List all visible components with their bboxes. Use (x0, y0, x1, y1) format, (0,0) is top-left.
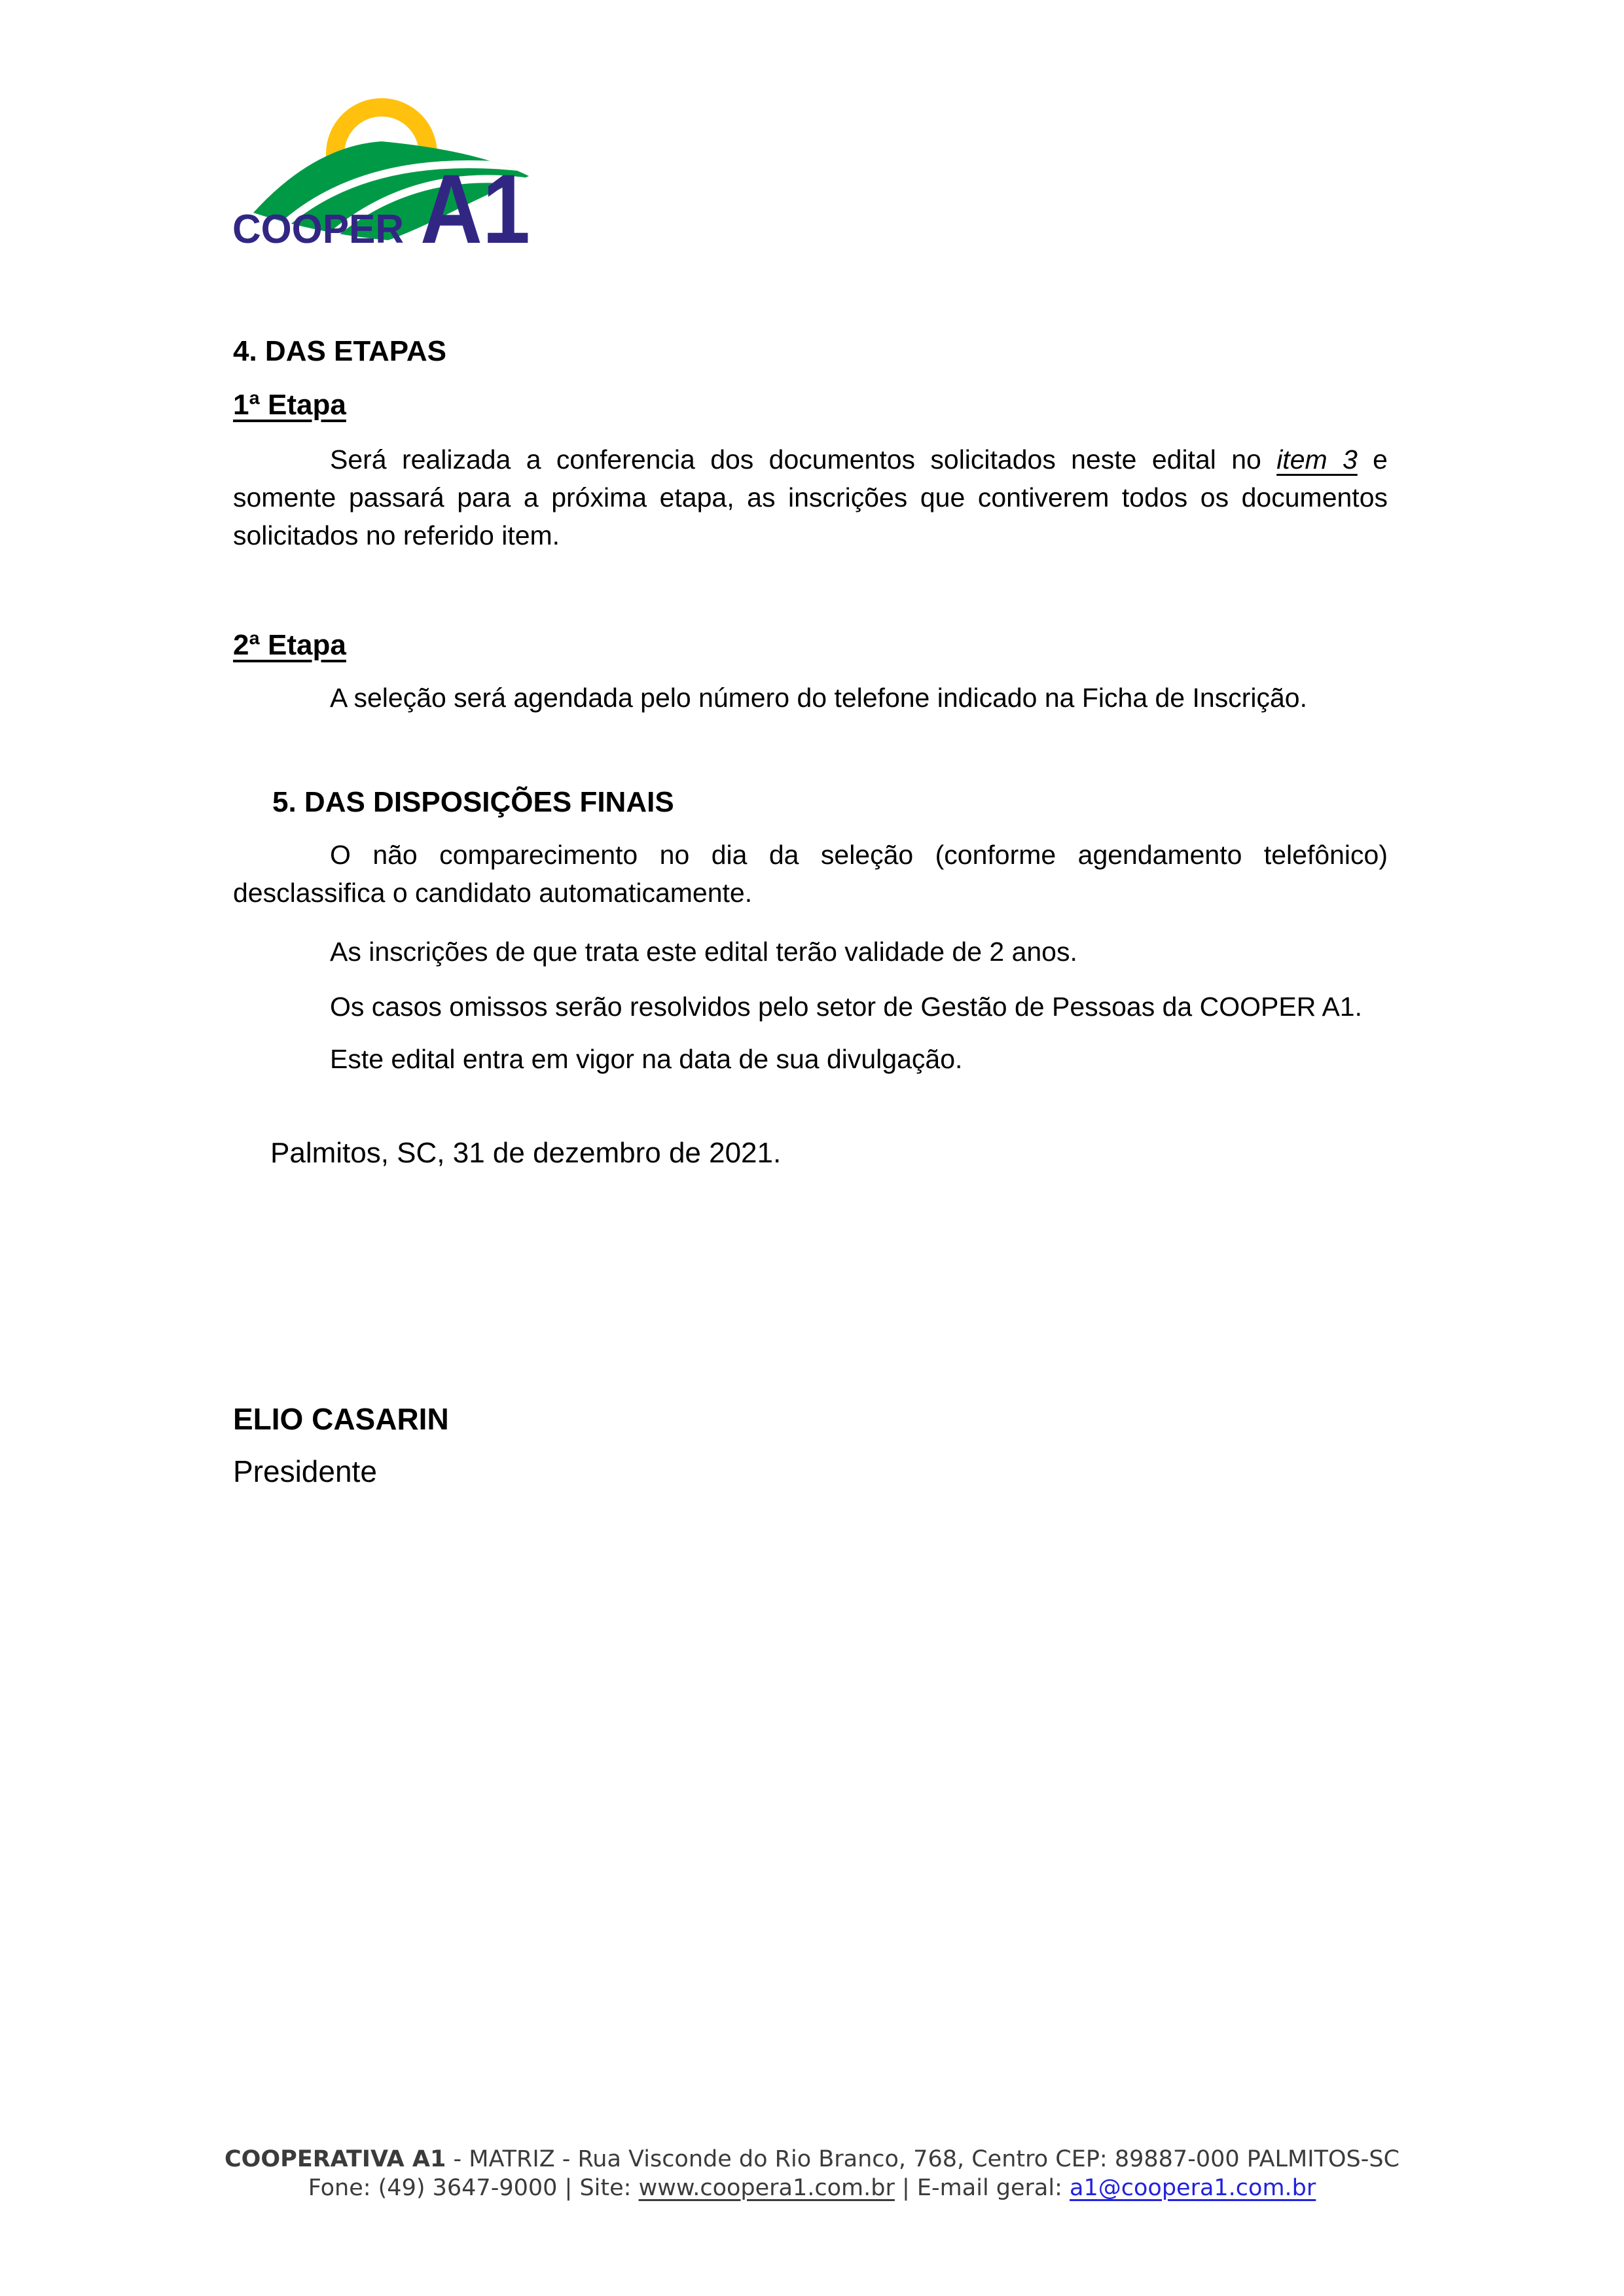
logo-cooper-text: COOPER (232, 207, 404, 252)
paragraph-finais-2: As inscrições de que trata este edital terão validade de 2 anos. (330, 937, 1077, 967)
logo-a1-text: A1 (420, 154, 530, 254)
cooper-a1-logo (216, 90, 543, 254)
page-footer (0, 2145, 1624, 2202)
footer-address-text: - MATRIZ - Rua Visconde do Rio Branco, 768, Centro CEP: 89887-000 PALMITOS-SC (446, 2146, 1400, 2172)
subheading-etapa-2 (233, 631, 346, 660)
signature-role: Presidente (233, 1454, 377, 1488)
footer-address-line (0, 2145, 1624, 2174)
paragraph-etapa-1 (233, 440, 1388, 554)
etapa-1-text-after: e somente passará para a próxima etapa, as inscrições que contiverem todos os documentos solicitados no referido item. (233, 444, 1388, 550)
subheading-etapa-1-text: 1ª Etapa (233, 389, 346, 421)
footer-email-link[interactable]: a1@coopera1.com.br (1070, 2175, 1316, 2201)
paragraph-finais-4: Este edital entra em vigor na data de sua divulgação. (330, 1044, 963, 1074)
signature-name: ELIO CASARIN (233, 1402, 449, 1436)
section-heading-disposicoes-finais: 5. DAS DISPOSIÇÕES FINAIS (272, 786, 674, 818)
etapa-1-text-before: Será realizada a conferencia dos documentos solicitados neste edital no (330, 444, 1277, 475)
item-3-reference: item 3 (1276, 444, 1358, 475)
subheading-etapa-2-text: 2ª Etapa (233, 629, 346, 661)
paragraph-finais-1: O não comparecimento no dia da seleção (conforme agendamento telefônico) desclassifica o candidato automaticamente. (233, 840, 1388, 908)
footer-contact-line (0, 2174, 1624, 2202)
section-heading-etapas: 4. DAS ETAPAS (233, 335, 446, 367)
footer-phone-text: Fone: (49) 3647-9000 | Site: (308, 2175, 639, 2201)
footer-company-name: COOPERATIVA A1 (224, 2146, 446, 2172)
subheading-etapa-1 (233, 391, 346, 420)
date-line: Palmitos, SC, 31 de dezembro de 2021. (270, 1137, 782, 1169)
footer-site-link[interactable]: www.coopera1.com.br (638, 2175, 895, 2201)
footer-email-label: | E-mail geral: (894, 2175, 1070, 2201)
paragraph-etapa-2: A seleção será agendada pelo número do telefone indicado na Ficha de Inscrição. (330, 683, 1307, 713)
paragraph-finais-3: Os casos omissos serão resolvidos pelo setor de Gestão de Pessoas da COOPER A1. (330, 992, 1362, 1022)
